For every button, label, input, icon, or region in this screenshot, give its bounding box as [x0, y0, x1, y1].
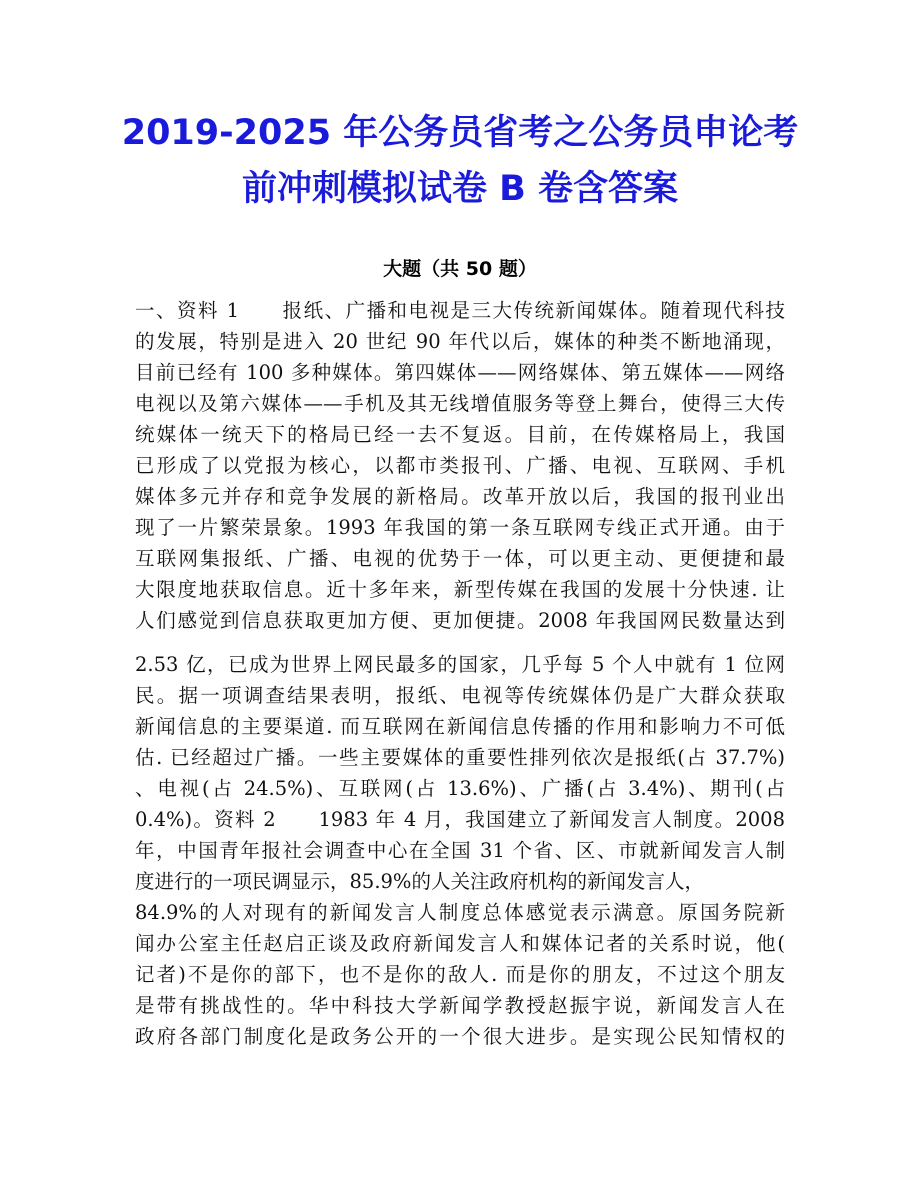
body-line: 新闻信息的主要渠道. 而互联网在新闻信息传播的作用和影响力不可低 [135, 715, 785, 738]
body-line: 的发展，特别是进入 20 世纪 90 年代以后，媒体的种类不断地涌现， [135, 330, 785, 353]
body-line: 0.4%)。资料 2 1983 年 4 月，我国建立了新闻发言人制度。2008 [135, 808, 785, 831]
document-title-line-1: 2019-2025 年公务员省考之公务员申论考 [121, 113, 799, 153]
body-line: 记者)不是你的部下，也不是你的敌人. 而是你的朋友，不过这个朋友 [135, 963, 785, 986]
body-line: 大限度地获取信息。近十多年来，新型传媒在我国的发展十分快速. 让 [135, 578, 785, 601]
body-line: 年，中国青年报社会调查中心在全国 31 个省、区、市就新闻发言人制 [135, 839, 785, 862]
body-line: 是带有挑战性的。华中科技大学新闻学教授赵振宇说，新闻发言人在 [135, 994, 785, 1017]
body-line: 现了一片繁荣景象。1993 年我国的第一条互联网专线正式开通。由于 [135, 516, 785, 539]
body-line: 民。据一项调查结果表明，报纸、电视等传统媒体仍是广大群众获取 [135, 684, 785, 707]
body-line: 统媒体一统天下的格局已经一去不复返。目前，在传媒格局上，我国 [135, 423, 785, 446]
body-line: 一、资料 1 报纸、广播和电视是三大传统新闻媒体。随着现代科技 [135, 299, 785, 322]
body-line: 政府各部门制度化是政务公开的一个很大进步。是实现公民知情权的 [135, 1025, 785, 1048]
body-line: 电视以及第六媒体——手机及其无线增值服务等登上舞台，使得三大传 [135, 392, 785, 415]
body-line: 已形成了以党报为核心，以都市类报刊、广播、电视、互联网、手机 [135, 454, 785, 477]
body-line: 互联网集报纸、广播、电视的优势于一体，可以更主动、更便捷和最 [135, 547, 785, 570]
body-line: 2.53 亿，已成为世界上网民最多的国家，几乎每 5 个人中就有 1 位网 [135, 653, 785, 676]
body-line: 闻办公室主任赵启正谈及政府新闻发言人和媒体记者的关系时说，他( [135, 932, 785, 955]
body-line: 人们感觉到信息获取更加方便、更加便捷。2008 年我国网民数量达到 [135, 609, 785, 632]
body-line: 目前已经有 100 多种媒体。第四媒体——网络媒体、第五媒体——网络 [135, 361, 785, 384]
body-line: 估. 已经超过广播。一些主要媒体的重要性排列依次是报纸(占 37.7%) [135, 746, 785, 769]
body-line: 84.9%的人对现有的新闻发言人制度总体感觉表示满意。原国务院新 [135, 901, 785, 924]
body-line: 、电视(占 24.5%)、互联网(占 13.6%)、广播(占 3.4%)、期刊(占 [135, 777, 785, 800]
body-line: 媒体多元并存和竞争发展的新格局。改革开放以后，我国的报刊业出 [135, 485, 785, 508]
body-line: 度进行的一项民调显示，85.9%的人关注政府机构的新闻发言人， [135, 870, 704, 893]
section-heading: 大题（共 50 题） [383, 258, 537, 280]
document-title-line-2: 前冲刺模拟试卷 B 卷含答案 [241, 169, 679, 209]
